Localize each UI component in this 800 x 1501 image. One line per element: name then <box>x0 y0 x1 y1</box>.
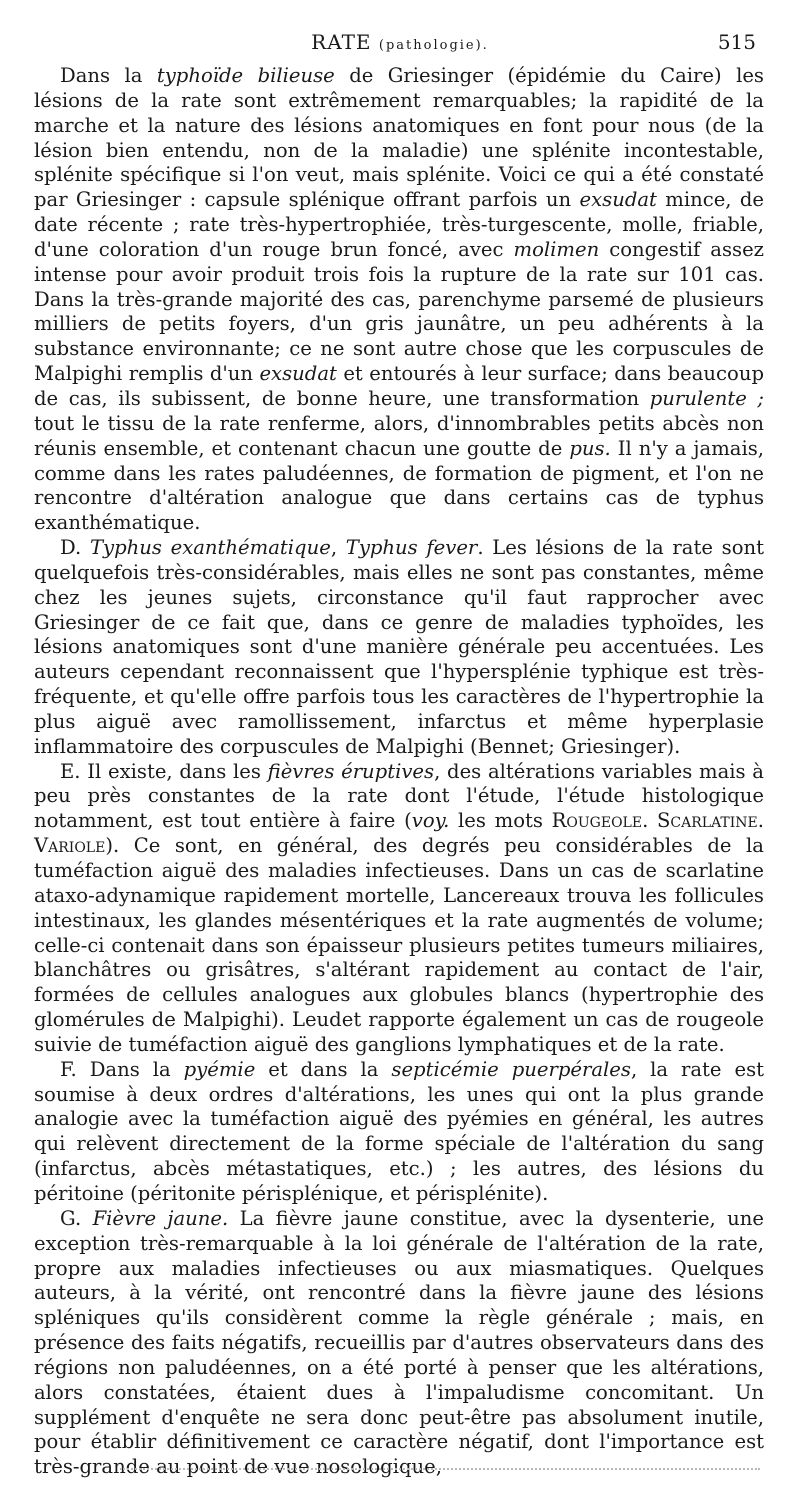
text-run: tout le tissu de la rate renferme, alors, d'innombrables petits abcès non réunis ensemble, et contenant chacun une goutte de <box>34 411 764 460</box>
italic-run: typhoïde bilieuse <box>156 64 335 87</box>
italic-run: purulente ; <box>649 386 764 410</box>
italic-run: Typhus exanthématique <box>89 536 331 560</box>
italic-run: exsudat <box>579 188 657 212</box>
text-run: les mots <box>449 809 552 833</box>
paragraph <box>34 536 764 760</box>
page-number: 515 <box>717 30 756 54</box>
text-run: congestif assez intense pour avoir produit trois fois la rupture de la rate sur 101 cas. Dans la très-grande majorité des cas, parenchyme parsemé de plusieurs milliers de petits foyers, d'un gris jaunâtre, un peu adhérents à la substance environnante; ce ne sont autre chose que les corpuscules de Malpighi remplis d'un <box>34 237 764 386</box>
paragraph <box>34 1207 764 1480</box>
text-run: D. <box>60 536 90 560</box>
running-head <box>0 30 800 58</box>
text-run: mince, de date récente ; rate très-hypertrophiée, très-turgescente, molle, friable, d'une coloration d'un rouge brun foncé, avec <box>34 188 765 261</box>
italic-run: pus. <box>569 436 611 460</box>
italic-run: pyémie <box>183 1057 256 1081</box>
small-caps-run: Rougeole. Scarlatine. Variole <box>34 809 764 858</box>
italic-run: exsudat <box>259 362 337 386</box>
body-text <box>34 64 764 1480</box>
italic-run: septicémie puerpérales <box>391 1057 631 1081</box>
paragraph <box>34 760 764 1058</box>
text-run: . Les lésions de la rate sont quelquefois très-considérables, mais elles ne sont pas constantes, même chez les jeunes sujets, circonstance qu'il faut rapprocher avec Griesinger de ce fait que, dans ce genre de maladies typhoïdes, les lésions anatomiques sont d'une manière générale peu accentuées. Les auteurs cependant reconnaissent que l'hypersplénie typhique est très-fréquente, et qu'elle offre parfois tous les caractères de l'hypertrophie la plus aiguë avec ramollissement, infarctus et même hyperplasie inflammatoire des corpuscules de Malpighi (Bennet; Griesinger). <box>34 536 764 758</box>
running-title-main: RATE <box>311 30 372 54</box>
text-run: Il n'y a jamais, comme dans les rates paludéennes, de formation de pigment, et l'on ne rencontre d'altération analogue que dans certains cas de typhus exanthématique. <box>34 436 765 535</box>
text-run: E. Il existe, dans les <box>60 759 268 783</box>
italic-run: molimen <box>513 237 600 261</box>
paragraph <box>34 64 764 536</box>
text-run: , des altérations variables mais à peu près constantes de la rate dont l'étude, l'étude histologique notamment, est tout entière à faire ( <box>34 759 764 833</box>
text-run: , <box>330 536 346 560</box>
text-run: et entourés à leur surface; dans beaucoup de cas, ils subissent, de bonne heure, une transformation <box>34 362 764 410</box>
italic-run: voy. <box>411 809 450 833</box>
footer-dotted-rule <box>120 1468 760 1470</box>
text-run: F. Dans la <box>60 1057 184 1081</box>
text-run: G. <box>60 1206 93 1230</box>
text-run: de Griesinger (épidémie du Caire) les lésions de la rate sont extrêmement remarquables; la rapidité de la marche et la nature des lésions anatomiques en font pour nous (de la lésion bien entendu, non de la maladie) une splénite incontestable, splénite spécifique si l'on veut, mais splénite. Voici ce qui a été constaté par Griesinger : capsule splénique offrant parfois un <box>34 64 764 212</box>
italic-run: Typhus fever <box>345 536 478 560</box>
italic-run: fièvres éruptives <box>267 759 435 783</box>
text-run: Dans la <box>60 64 157 87</box>
running-title-paren: (pathologie). <box>378 38 489 53</box>
paragraph <box>34 1058 764 1207</box>
text-run: , la rate est soumise à deux ordres d'altérations, les unes qui ont la plus grande analogie avec la tuméfaction aiguë des pyémies en général, les autres qui relèvent directement de la forme spéciale de l'altération du sang (infarctus, abcès métastatiques, etc.) ; les autres, des lésions du péritoine (péritonite périsplénique, et périsplénite). <box>34 1057 764 1205</box>
running-title <box>0 30 800 54</box>
text-run: ). Ce sont, en général, des degrés peu considérables de la tuméfaction aiguë des maladies infectieuses. Dans un cas de scarlatine ataxo-adynamique rapidement mortelle, Lancereaux trouva les follicules intestinaux, les glandes mésentériques et la rate augmentés de volume; celle-ci contenait dans son épaisseur plusieurs petites tumeurs miliaires, blanchâtres ou grisâtres, s'altérant rapidement au contact de l'air, formées de cellules analogues aux globules blancs (hypertrophie des glomérules de Malpighi). Leudet rapporte également un cas de rougeole suivie de tuméfaction aiguë des ganglions lymphatiques et de la rate. <box>34 834 764 1056</box>
text-run: La fièvre jaune constitue, avec la dysenterie, une exception très-remarquable à la loi générale de l'altération de la rate, propre aux maladies infectieuses ou aux miasmatiques. Quelques auteurs, à la vérité, ont rencontré dans la fièvre jaune des lésions spléniques qu'ils considèrent comme la règle générale ; mais, en présence des faits négatifs, recueillis par d'autres observateurs dans des régions non paludéennes, on a été porté à penser que les altérations, alors constatées, étaient dues à l'impaludisme concomitant. Un supplément d'enquête ne sera donc peut-être pas absolument inutile, pour établir définitivement ce caractère négatif, dont l'importance est très-grande au point de vue nosologique, <box>34 1206 764 1479</box>
text-run: et dans la <box>255 1057 392 1081</box>
italic-run: Fièvre jaune. <box>92 1206 229 1230</box>
